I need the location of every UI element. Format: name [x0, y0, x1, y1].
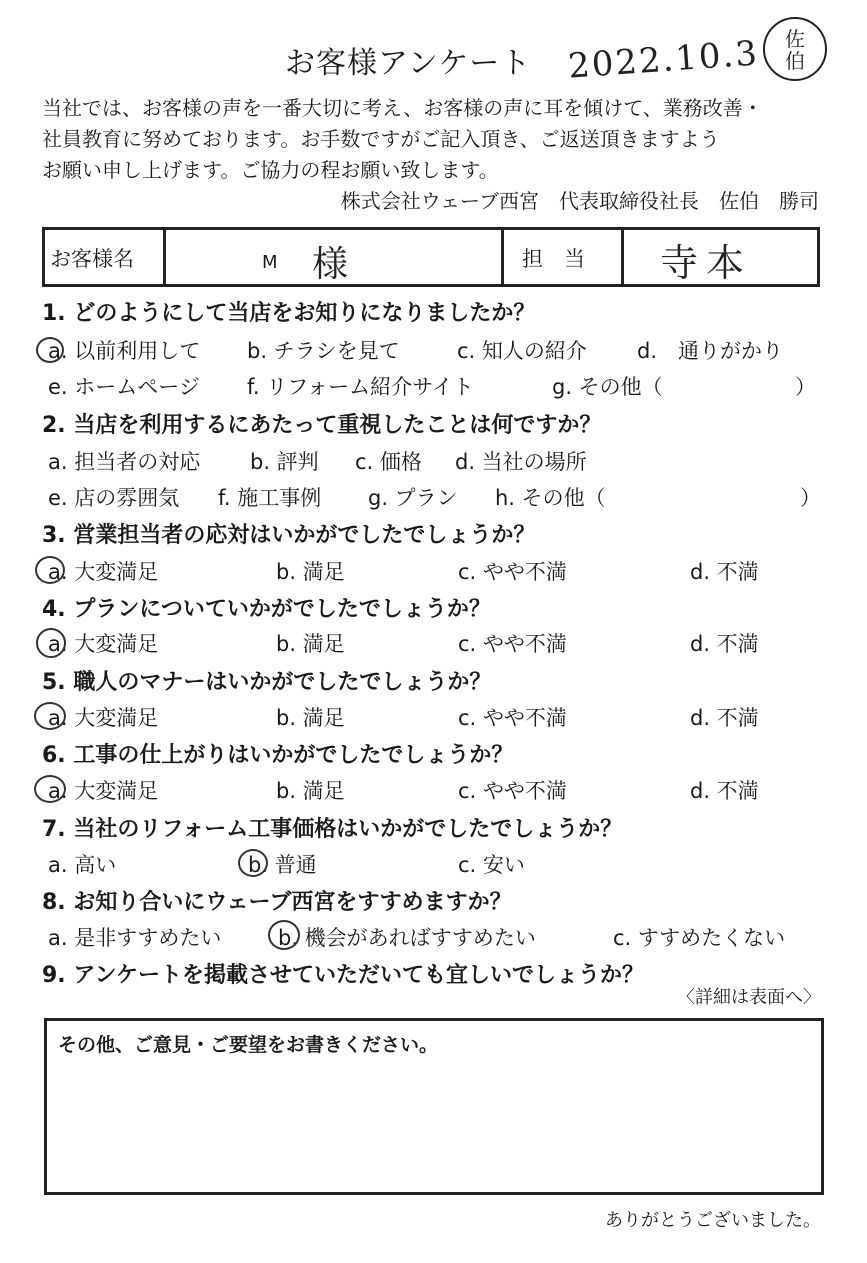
q3-option-b[interactable]: b. 満足	[276, 560, 345, 584]
customer-name-value[interactable]: M	[262, 252, 278, 273]
q7-option-a[interactable]: a. 高い	[48, 853, 117, 877]
q5-option-b[interactable]: b. 満足	[276, 706, 345, 730]
seal-char-1: 佐	[785, 27, 805, 51]
intro-line-2: 社員教育に努めております。お手数ですがご記入頂き、ご返送頂きますよう	[42, 127, 720, 151]
comment-label: その他、ご意見・ご要望をお書きください。	[58, 1034, 439, 1056]
company-signature: 株式会社ウェーブ西宮 代表取締役社長 佐伯 勝司	[340, 189, 819, 213]
q2-option-a[interactable]: a. 担当者の対応	[48, 450, 201, 474]
divider	[163, 230, 166, 284]
seal-char-2: 伯	[785, 49, 805, 73]
intro-line-1: 当社では、お客様の声を一番大切に考え、お客様の声に耳を傾けて、業務改善・	[42, 96, 763, 120]
q8-option-a[interactable]: a. 是非すすめたい	[48, 926, 222, 950]
q2-option-h[interactable]: h. その他（	[495, 486, 606, 510]
question-8: 8. お知り合いにウェーブ西宮をすすめますか？	[42, 890, 512, 915]
question-5: 5. 職人のマナーはいかがでしたでしょうか？	[42, 670, 492, 695]
question-1: 1. どのようにして当店をお知りになりましたか？	[42, 301, 536, 326]
q1-option-b[interactable]: b. チラシを見て	[247, 339, 400, 363]
question-3: 3. 営業担当者の応対はいかがでしたでしょうか？	[42, 523, 536, 548]
question-6: 6. 工事の仕上がりはいかがでしたでしょうか？	[42, 743, 514, 768]
divider	[621, 230, 624, 284]
q8-option-c[interactable]: c. すすめたくない	[613, 926, 786, 950]
selection-circle-mark	[36, 337, 64, 363]
q1-option-e[interactable]: e. ホームページ	[48, 375, 200, 399]
question-2: 2. 当店を利用するにあたって重視したことは何ですか？	[42, 413, 602, 438]
selection-circle-mark	[34, 702, 66, 730]
q2-option-b[interactable]: b. 評判	[250, 450, 319, 474]
question-4: 4. プランについていかがでしたでしょうか？	[42, 597, 491, 622]
q2-option-e[interactable]: e. 店の雰囲気	[48, 486, 180, 510]
q2-option-c[interactable]: c. 価格	[355, 450, 422, 474]
thank-you-text: ありがとうございました。	[605, 1210, 821, 1231]
intro-line-3: お願い申し上げます。ご協力の程お願い致します。	[42, 158, 499, 182]
q4-option-b[interactable]: b. 満足	[276, 632, 345, 656]
survey-title: お客様アンケート	[285, 46, 532, 81]
details-note: 〈詳細は表面へ〉	[677, 987, 821, 1008]
q7-option-b[interactable]: b. 普通	[248, 853, 317, 877]
q1-option-a[interactable]: a. 以前利用して	[48, 339, 201, 363]
staff-label: 担 当	[522, 247, 585, 271]
selection-circle-mark	[35, 556, 65, 584]
q7-option-c[interactable]: c. 安い	[458, 853, 525, 877]
q2-option-g[interactable]: g. プラン	[368, 486, 458, 510]
selection-circle-mark	[268, 920, 300, 950]
divider	[501, 230, 504, 284]
handwritten-date: 2022.10.3	[566, 33, 761, 87]
q1-option-d[interactable]: d. 通りがかり	[637, 339, 784, 363]
question-7: 7. 当社のリフォーム工事価格はいかがでしたでしょうか？	[42, 817, 623, 842]
seal-stamp	[763, 17, 827, 81]
q5-option-c[interactable]: c. やや不満	[458, 706, 567, 730]
selection-circle-mark	[238, 849, 268, 877]
q2-option-d[interactable]: d. 当社の場所	[455, 450, 587, 474]
q8-option-b[interactable]: b. 機会があればすすめたい	[278, 926, 536, 950]
q1-option-g[interactable]: g. その他（	[552, 375, 663, 399]
q2-option-f[interactable]: f. 施工事例	[218, 486, 322, 510]
q6-option-a[interactable]: a. 大変満足	[48, 779, 159, 803]
q4-option-c[interactable]: c. やや不満	[458, 632, 567, 656]
q4-option-d[interactable]: d. 不満	[690, 632, 759, 656]
q6-option-c[interactable]: c. やや不満	[458, 779, 567, 803]
q5-option-a[interactable]: a. 大変満足	[48, 706, 159, 730]
q6-option-b[interactable]: b. 満足	[276, 779, 345, 803]
q3-option-c[interactable]: c. やや不満	[458, 560, 567, 584]
q4-option-a[interactable]: a. 大変満足	[48, 632, 159, 656]
question-9: 9. アンケートを掲載させていただいても宜しいでしょうか？	[42, 963, 645, 988]
q1-option-f[interactable]: f. リフォーム紹介サイト	[247, 375, 474, 399]
staff-name-value[interactable]: 寺本	[660, 241, 753, 285]
q6-option-d[interactable]: d. 不満	[690, 779, 759, 803]
customer-name-label: お客様名	[50, 247, 134, 271]
q5-option-d[interactable]: d. 不満	[690, 706, 759, 730]
selection-circle-mark	[36, 628, 66, 658]
q1-option-g-close: ）	[795, 375, 816, 399]
q1-option-c[interactable]: c. 知人の紹介	[457, 339, 587, 363]
q3-option-d[interactable]: d. 不満	[690, 560, 759, 584]
q3-option-a[interactable]: a. 大変満足	[48, 560, 159, 584]
customer-honorific: 様	[312, 244, 349, 285]
selection-circle-mark	[34, 775, 66, 803]
q2-option-h-close: ）	[800, 486, 821, 510]
